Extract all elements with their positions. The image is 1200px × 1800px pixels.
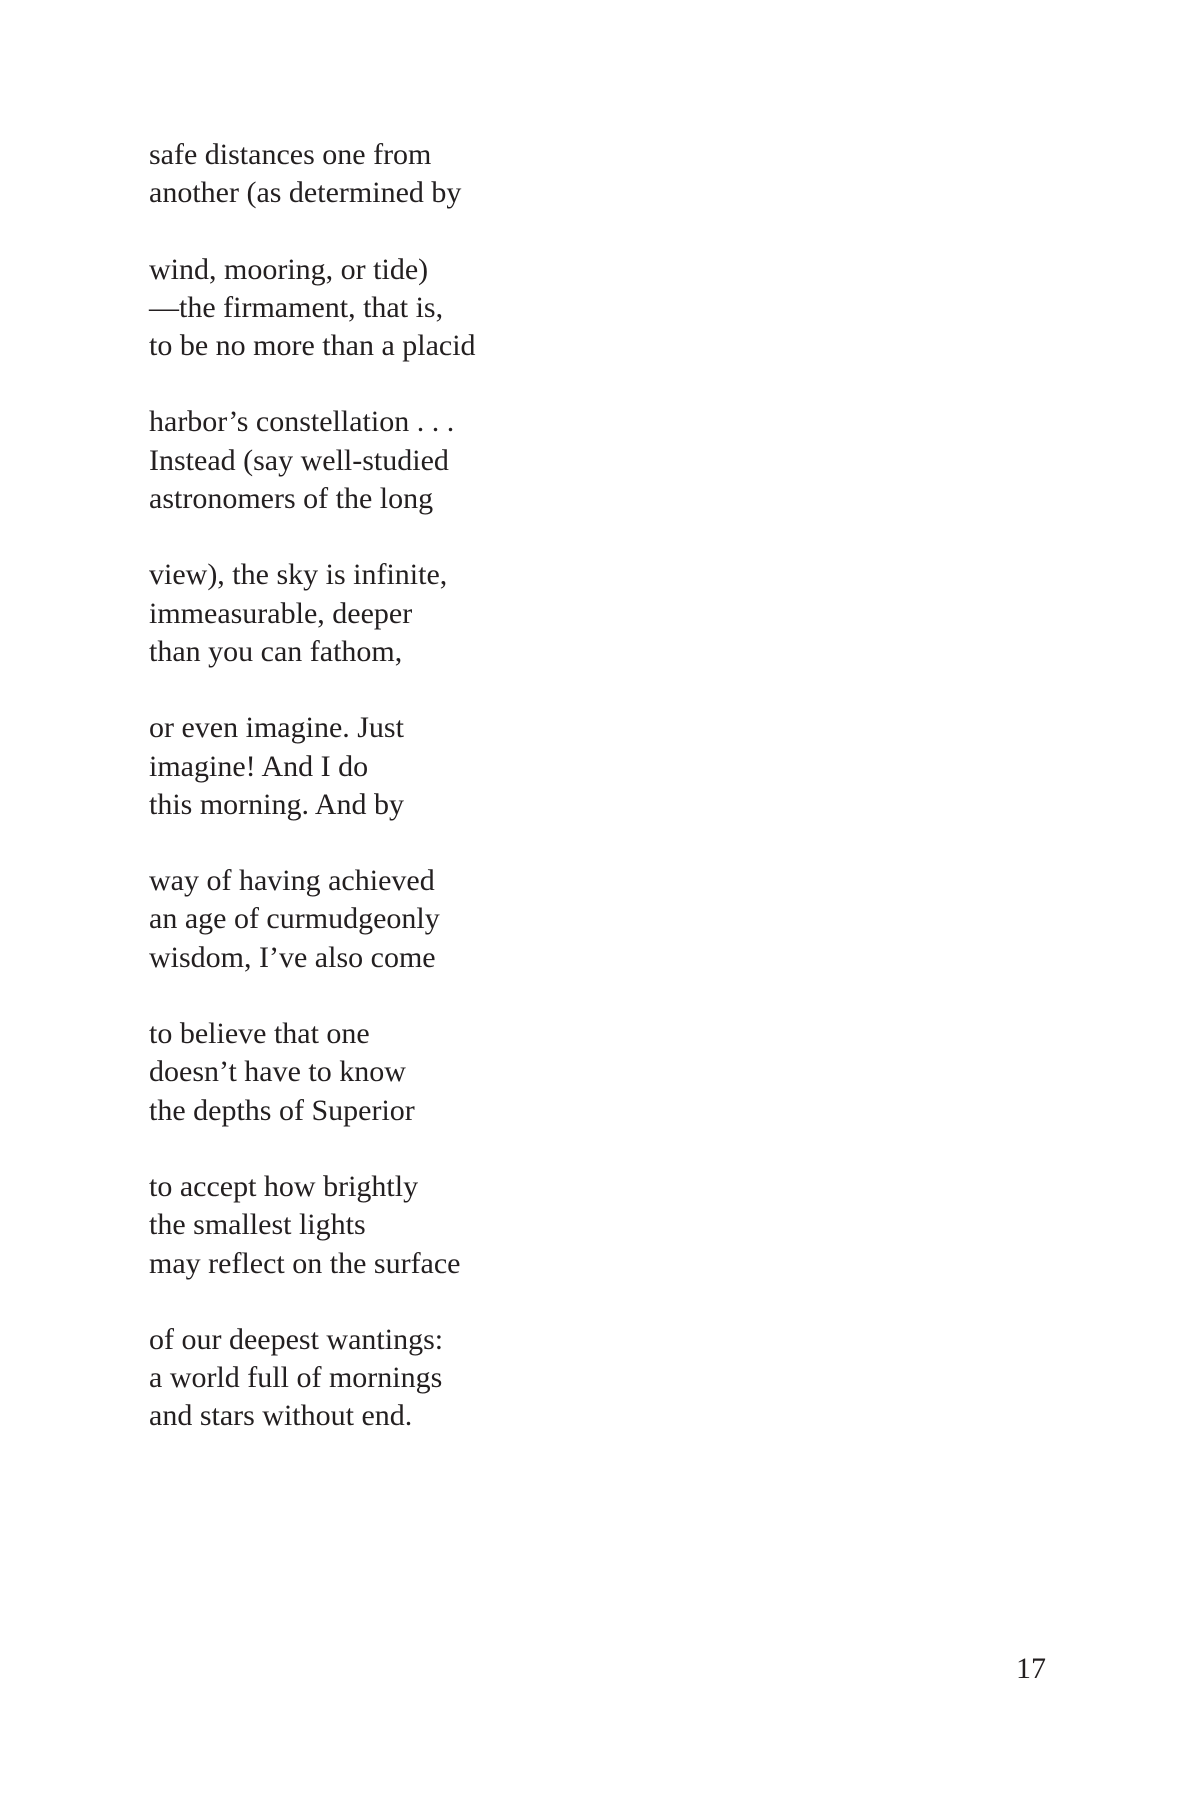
stanza <box>149 709 849 824</box>
poem-line: a world full of mornings <box>149 1361 443 1395</box>
poem-line: immeasurable, deeper <box>149 596 413 630</box>
poem-line: to believe that one <box>149 1017 370 1051</box>
stanza <box>149 1015 849 1130</box>
poem-line: and stars without end. <box>149 1399 413 1433</box>
poem-line: doesn’t have to know <box>149 1055 406 1089</box>
poem-line: this morning. And by <box>149 787 405 821</box>
poem-line: —the firmament, that is, <box>149 290 444 324</box>
stanza <box>149 403 849 518</box>
stanza <box>149 862 849 977</box>
poem-line: of our deepest wantings: <box>149 1322 444 1356</box>
poem-line: wind, mooring, or tide) <box>149 252 429 286</box>
poem-line: harbor’s constellation . . . <box>149 405 455 439</box>
poem-line: wisdom, I’ve also come <box>149 940 436 974</box>
poem-line: way of having achieved <box>149 864 435 898</box>
stanza <box>149 1321 849 1436</box>
poem-line: the depths of Superior <box>149 1093 415 1127</box>
poem-line: to be no more than a placid <box>149 329 476 363</box>
poem-line: or even imagine. Just <box>149 711 404 745</box>
poem-body <box>149 136 849 1474</box>
poem-line: another (as determined by <box>149 176 462 210</box>
stanza <box>149 1168 849 1283</box>
poem-line: view), the sky is infinite, <box>149 558 448 592</box>
poem-line: safe distances one from <box>149 138 432 171</box>
stanza <box>149 556 849 671</box>
stanza <box>149 251 849 366</box>
stanza <box>149 136 849 213</box>
poem-line: the smallest lights <box>149 1208 366 1242</box>
poem-line: to accept how brightly <box>149 1169 419 1203</box>
poem-line: may reflect on the surface <box>149 1246 461 1280</box>
page-number: 17 <box>1016 1652 1046 1685</box>
poem-line: astronomers of the long <box>149 482 434 516</box>
poem-line: an age of curmudgeonly <box>149 902 440 936</box>
poem-line: Instead (say well-studied <box>149 443 449 477</box>
poem-line: than you can fathom, <box>149 634 403 668</box>
poem-line: imagine! And I do <box>149 749 369 783</box>
